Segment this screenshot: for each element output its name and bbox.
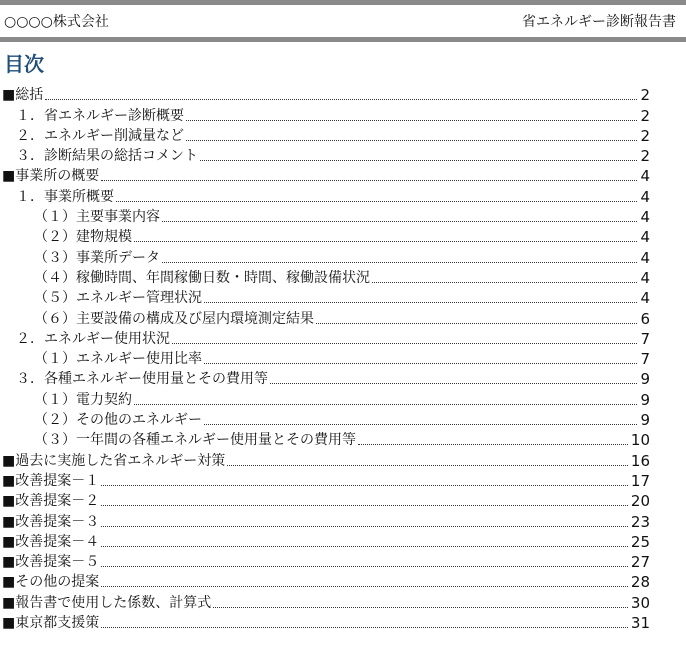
toc-leader-dots [101,585,628,587]
toc-entry-page: 10 [630,431,650,450]
toc-entry-page: 4 [640,208,650,227]
toc-leader-dots [101,626,628,628]
page-header [0,9,686,35]
toc-entry-page: 4 [640,228,650,247]
toc-leader-dots [101,545,628,547]
toc-leader-dots [316,322,637,324]
toc-entry[interactable] [0,206,650,226]
toc-entry-label: ３．診断結果の総括コメント [16,148,198,165]
toc-leader-dots [204,301,637,303]
toc-entry-label: （１）主要事業内容 [34,209,160,226]
toc-leader-dots [186,139,637,141]
toc-entry-page: 20 [630,492,650,511]
toc-entry-page: 27 [630,553,650,572]
toc-entry[interactable] [0,328,650,348]
toc-entry-label: ■改善提案－１ [2,472,100,489]
toc-entry-label: （４）稼働時間、年間稼働日数・時間、稼働設備状況 [34,269,370,286]
toc-entry-label: ■報告書で使用した係数、計算式 [2,594,212,611]
header-bottom-rule [0,37,686,42]
toc-entry-label: ２．エネルギー使用状況 [16,330,170,347]
toc-leader-dots [227,464,628,466]
toc-entry-label: （３）事業所データ [34,249,160,266]
company-name: ○○○○株式会社 [4,14,109,30]
toc-entry[interactable] [0,612,650,632]
toc-leader-dots [162,261,637,263]
toc-leader-dots [200,159,637,161]
toc-entry-page: 31 [630,614,650,633]
toc-heading: 目次 [4,52,44,76]
table-of-contents [0,84,650,632]
toc-entry[interactable] [0,145,650,165]
toc-entry-page: 2 [640,86,650,105]
toc-entry[interactable] [0,185,650,205]
toc-leader-dots [134,403,637,405]
toc-entry-label: （１）電力契約 [34,391,132,408]
toc-entry-label: ■総括 [2,87,44,104]
toc-entry[interactable] [0,571,650,591]
toc-entry-page: 16 [630,451,650,470]
toc-leader-dots [101,525,628,527]
toc-entry-label: （３）一年間の各種エネルギー使用量とその費用等 [34,432,356,449]
toc-entry-label: （６）主要設備の構成及び屋内環境測定結果 [34,310,314,327]
toc-leader-dots [172,342,637,344]
toc-entry-page: 4 [640,248,650,267]
toc-entry[interactable] [0,246,650,266]
toc-entry[interactable] [0,368,650,388]
toc-leader-dots [134,240,637,242]
toc-entry-label: １．省エネルギー診断概要 [16,107,184,124]
toc-entry-label: （１）エネルギー使用比率 [34,351,202,368]
toc-entry-label: ■その他の提案 [2,574,100,591]
toc-entry-page: 4 [640,187,650,206]
toc-entry-label: ■東京都支援策 [2,615,100,632]
toc-leader-dots [358,443,628,445]
toc-entry-label: （５）エネルギー管理状況 [34,290,202,307]
toc-leader-dots [270,382,637,384]
toc-entry[interactable] [0,531,650,551]
toc-entry[interactable] [0,287,650,307]
toc-entry[interactable] [0,226,650,246]
toc-entry-page: 4 [640,167,650,186]
toc-leader-dots [101,504,628,506]
toc-entry[interactable] [0,267,650,287]
toc-entry-page: 17 [630,471,650,490]
toc-entry[interactable] [0,104,650,124]
toc-leader-dots [45,98,637,100]
toc-entry-page: 2 [640,147,650,166]
toc-entry-page: 9 [640,370,650,389]
toc-entry-page: 6 [640,309,650,328]
toc-leader-dots [101,179,637,181]
toc-leader-dots [204,423,637,425]
toc-leader-dots [213,606,628,608]
toc-entry[interactable] [0,591,650,611]
toc-entry[interactable] [0,125,650,145]
toc-entry-page: 7 [640,329,650,348]
header-top-rule [0,0,686,5]
toc-leader-dots [162,220,637,222]
toc-entry-label: ■事業所の概要 [2,168,100,185]
toc-entry-page: 4 [640,289,650,308]
toc-entry-label: ■過去に実施した省エネルギー対策 [2,452,226,469]
toc-entry-page: 7 [640,350,650,369]
toc-entry-label: ３．各種エネルギー使用量とその費用等 [16,371,268,388]
toc-entry-label: （２）建物規模 [34,229,132,246]
toc-entry[interactable] [0,84,650,104]
toc-entry-label: ■改善提案－３ [2,513,100,530]
toc-entry-label: １．事業所概要 [16,188,114,205]
toc-entry-label: ２．エネルギー削減量など [16,127,184,144]
toc-entry-page: 30 [630,593,650,612]
toc-entry-page: 23 [630,512,650,531]
toc-entry-page: 4 [640,268,650,287]
toc-entry-page: 28 [630,573,650,592]
toc-entry[interactable] [0,551,650,571]
toc-entry-page: 25 [630,532,650,551]
toc-leader-dots [116,200,637,202]
toc-entry[interactable] [0,510,650,530]
toc-entry[interactable] [0,449,650,469]
toc-entry[interactable] [0,429,650,449]
toc-entry[interactable] [0,409,650,429]
toc-entry-page: 2 [640,106,650,125]
toc-entry-label: ■改善提案－４ [2,533,100,550]
toc-entry-label: ■改善提案－５ [2,554,100,571]
toc-leader-dots [101,565,628,567]
toc-entry[interactable] [0,470,650,490]
report-title: 省エネルギー診断報告書 [522,14,676,30]
toc-entry[interactable] [0,307,650,327]
toc-entry-label: ■改善提案－２ [2,493,100,510]
toc-entry-page: 2 [640,126,650,145]
toc-entry-page: 9 [640,411,650,430]
toc-entry-label: （２）その他のエネルギー [34,412,202,429]
toc-leader-dots [372,281,637,283]
toc-entry[interactable] [0,165,650,185]
toc-entry-page: 9 [640,390,650,409]
toc-leader-dots [101,484,628,486]
toc-entry[interactable] [0,348,650,368]
toc-entry[interactable] [0,388,650,408]
toc-leader-dots [186,119,637,121]
toc-entry[interactable] [0,490,650,510]
toc-leader-dots [204,362,637,364]
